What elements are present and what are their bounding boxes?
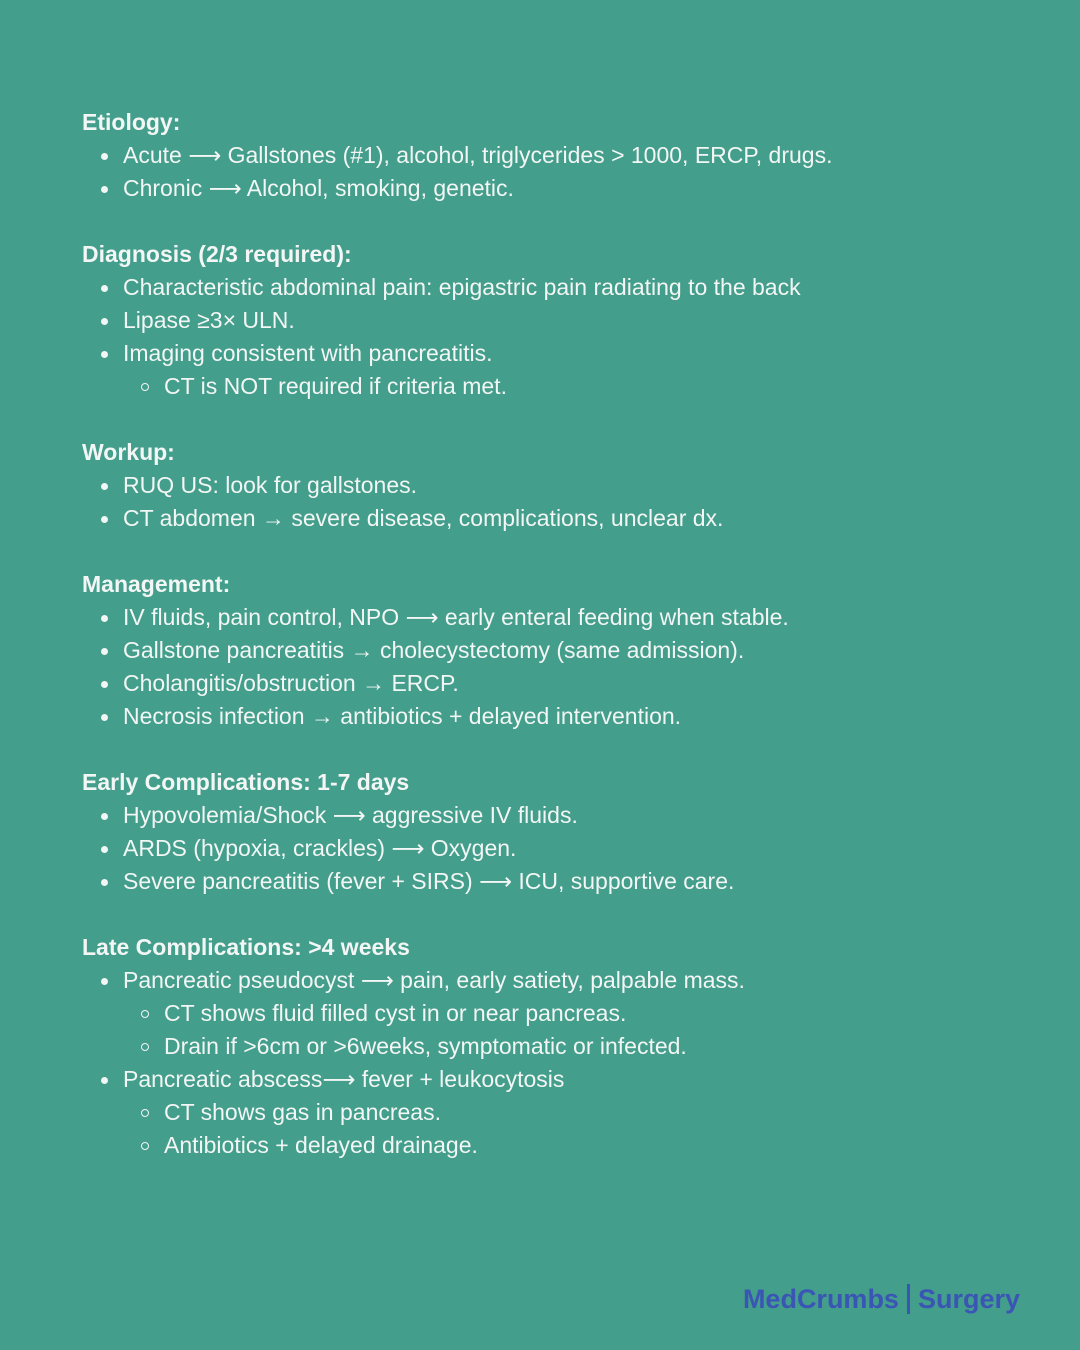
bullet-dot-icon — [101, 285, 108, 292]
list-item-text: Acute ⟶ Gallstones (#1), alcohol, triglycerides > 1000, ERCP, drugs. — [123, 142, 833, 168]
list-item-text: Lipase ≥3× ULN. — [123, 307, 295, 333]
list-item — [82, 1063, 1042, 1162]
bullet-dot-icon — [101, 978, 108, 985]
sub-list-item — [123, 1096, 1042, 1129]
section-heading: Diagnosis (2/3 required): — [82, 241, 352, 267]
brand-footer — [743, 1281, 1020, 1318]
list-item-text: Imaging consistent with pancreatitis. — [123, 340, 493, 366]
bullet-list — [82, 139, 1042, 205]
list-item-text: Gallstone pancreatitis → cholecystectomy (same admission). — [123, 637, 745, 663]
bullet-circle-icon — [141, 1010, 149, 1018]
list-item — [82, 139, 1042, 172]
bullet-dot-icon — [101, 681, 108, 688]
list-item — [82, 634, 1042, 667]
list-item — [82, 271, 1042, 304]
bullet-list — [82, 271, 1042, 403]
section-heading: Late Complications: >4 weeks — [82, 934, 410, 960]
sub-list-item-text: Antibiotics + delayed drainage. — [164, 1132, 478, 1158]
sub-bullet-list — [123, 370, 1042, 403]
list-item-text: ARDS (hypoxia, crackles) ⟶ Oxygen. — [123, 835, 517, 861]
list-item — [82, 337, 1042, 403]
sub-list-item — [123, 997, 1042, 1030]
section-heading: Workup: — [82, 439, 175, 465]
bullet-dot-icon — [101, 846, 108, 853]
sub-bullet-list — [123, 997, 1042, 1063]
bullet-list — [82, 799, 1042, 898]
sub-bullet-list — [123, 1096, 1042, 1162]
section — [82, 931, 1042, 1162]
list-item-text: Cholangitis/obstruction → ERCP. — [123, 670, 459, 696]
list-item-text: Severe pancreatitis (fever + SIRS) ⟶ ICU, supportive care. — [123, 868, 735, 894]
list-item-text: Pancreatic abscess⟶ fever + leukocytosis — [123, 1066, 565, 1092]
section — [82, 106, 1042, 205]
brand-divider — [907, 1284, 910, 1314]
bullet-dot-icon — [101, 714, 108, 721]
notes-content — [82, 106, 1042, 1195]
bullet-dot-icon — [101, 186, 108, 193]
bullet-circle-icon — [141, 1043, 149, 1051]
brand-subject: Surgery — [917, 1284, 1020, 1314]
section-heading: Early Complications: 1-7 days — [82, 769, 410, 795]
bullet-list — [82, 469, 1042, 535]
list-item — [82, 700, 1042, 733]
list-item — [82, 799, 1042, 832]
list-item — [82, 832, 1042, 865]
bullet-dot-icon — [101, 351, 108, 358]
list-item — [82, 172, 1042, 205]
bullet-dot-icon — [101, 153, 108, 160]
bullet-dot-icon — [101, 318, 108, 325]
bullet-dot-icon — [101, 1077, 108, 1084]
sub-list-item — [123, 370, 1042, 403]
list-item — [82, 469, 1042, 502]
bullet-list — [82, 601, 1042, 733]
list-item-text: Necrosis infection → antibiotics + delayed intervention. — [123, 703, 682, 729]
bullet-dot-icon — [101, 879, 108, 886]
bullet-circle-icon — [141, 383, 149, 391]
list-item — [82, 304, 1042, 337]
sub-list-item-text: Drain if >6cm or >6weeks, symptomatic or infected. — [164, 1033, 687, 1059]
list-item-text: IV fluids, pain control, NPO ⟶ early enteral feeding when stable. — [123, 604, 789, 630]
bullet-list — [82, 964, 1042, 1162]
section-heading: Management: — [82, 571, 231, 597]
bullet-circle-icon — [141, 1142, 149, 1150]
bullet-dot-icon — [101, 615, 108, 622]
sub-list-item-text: CT shows gas in pancreas. — [164, 1099, 441, 1125]
list-item — [82, 865, 1042, 898]
section — [82, 436, 1042, 535]
bullet-dot-icon — [101, 813, 108, 820]
bullet-dot-icon — [101, 648, 108, 655]
list-item-text: CT abdomen → severe disease, complications, unclear dx. — [123, 505, 724, 531]
list-item — [82, 502, 1042, 535]
list-item-text: Chronic ⟶ Alcohol, smoking, genetic. — [123, 175, 514, 201]
bullet-dot-icon — [101, 516, 108, 523]
section — [82, 766, 1042, 898]
list-item-text: RUQ US: look for gallstones. — [123, 472, 418, 498]
list-item-text: Pancreatic pseudocyst ⟶ pain, early satiety, palpable mass. — [123, 967, 745, 993]
brand-name: MedCrumbs — [742, 1284, 899, 1314]
bullet-circle-icon — [141, 1109, 149, 1117]
section-heading: Etiology: — [82, 109, 181, 135]
list-item — [82, 964, 1042, 1063]
sub-list-item-text: CT shows fluid filled cyst in or near pancreas. — [164, 1000, 627, 1026]
section — [82, 238, 1042, 403]
sub-list-item-text: CT is NOT required if criteria met. — [164, 373, 507, 399]
bullet-dot-icon — [101, 483, 108, 490]
sub-list-item — [123, 1129, 1042, 1162]
section — [82, 568, 1042, 733]
list-item — [82, 601, 1042, 634]
list-item-text: Hypovolemia/Shock ⟶ aggressive IV fluids. — [123, 802, 578, 828]
list-item — [82, 667, 1042, 700]
list-item-text: Characteristic abdominal pain: epigastric pain radiating to the back — [123, 274, 801, 300]
sub-list-item — [123, 1030, 1042, 1063]
